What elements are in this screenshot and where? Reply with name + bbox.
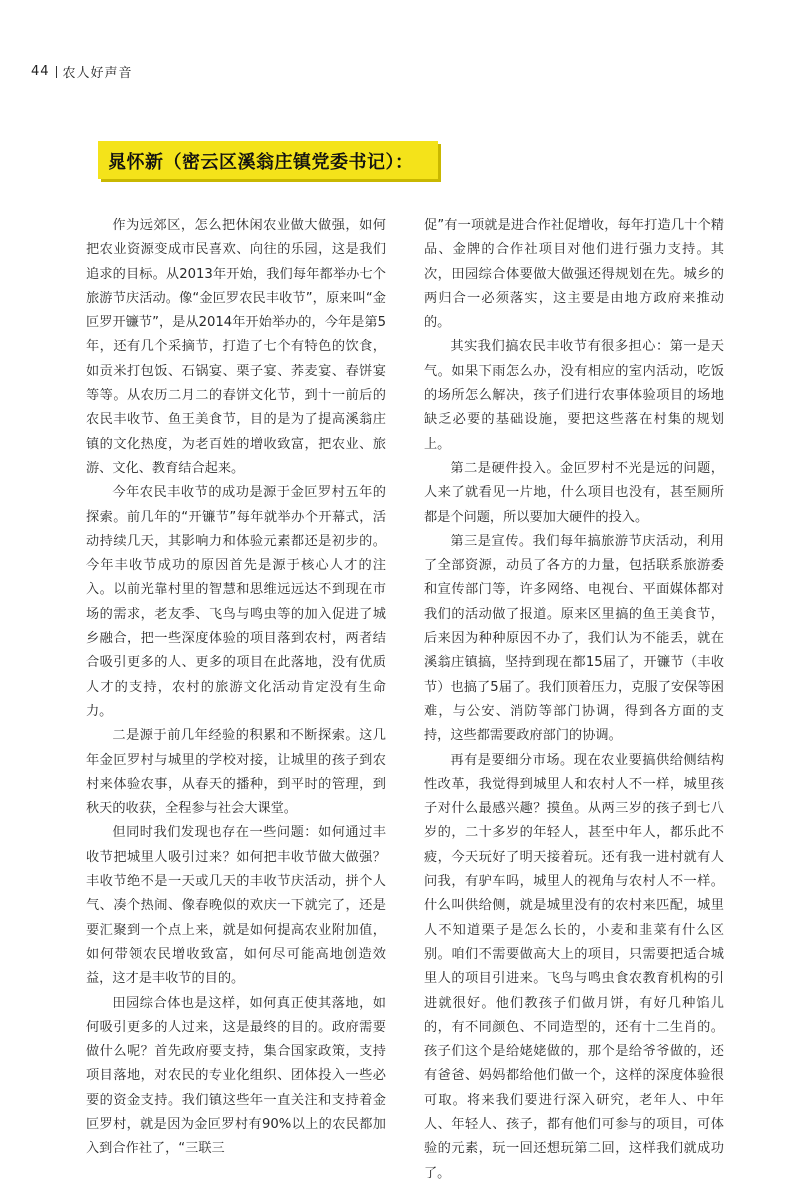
paragraph: 但同时我们发现也存在一些问题：如何通过丰收节把城里人吸引过来？如何把丰收节做大做强？丰收节绝不是一天或几天的丰收节庆活动，拼个人气、凑个热闹、像春晚似的欢庆一下就完了，还是要汇聚到一个点上来，就是如何提高农业附加值，如何带领农民增收致富，如何尽可能高地创造效益，这才是丰收节的目的。 bbox=[86, 825, 386, 987]
paragraph: 其实我们搞农民丰收节有很多担心：第一是天气。如果下雨怎么办，没有相应的室内活动，吃饭的场所怎么解决，孩子们进行农事体验项目的场地缺乏必要的基础设施，要把这些落在村集的规划上。 bbox=[424, 339, 724, 452]
publication-title: 农人好声音 bbox=[62, 66, 133, 81]
paragraph: 二是源于前几年经验的积累和不断探索。这几年金叵罗村与城里的学校对接，让城里的孩子到农村来体验农事，从春天的播种，到平时的管理，到秋天的收获，全程参与社会大课堂。 bbox=[86, 728, 386, 817]
paragraph: 田园综合体也是这样，如何真正使其落地，如何吸引更多的人过来，这是最终的目的。政府需要做什么呢？首先政府要支持，集合国家政策，支持项目落地，对农民的专业化组织、团体投入一些必要的资金支持。我们镇这些年一直关注和支持着金叵罗村，就是因为金叵罗村有90%以上的农民都加入到合作社了，“三联三 bbox=[86, 995, 386, 1157]
paragraph: 作为远郊区，怎么把休闲农业做大做强，如何把农业资源变成市民喜欢、向往的乐园，这是我们追求的目标。从2013年开始，我们每年都举办七个旅游节庆活动。像“金叵罗农民丰收节”，原来叫“金叵罗开镰节”，是从2014年开始举办的，今年是第5年，还有几个采摘节，打造了七个有特色的饮食，如贡米打包饭、石锅宴、栗子宴、荞麦宴、春饼宴等等。从农历二月二的春饼文化节，到十一前后的农民丰收节、鱼王美食节，目的是为了提高溪翁庄镇的文化热度，为老百姓的增收致富，把农业、旅游、文化、教育结合起来。 bbox=[86, 218, 386, 476]
page-number: 44 bbox=[31, 64, 50, 79]
paragraph: 第三是宣传。我们每年搞旅游节庆活动，利用了全部资源，动员了各方的力量，包括联系旅游委和宣传部门等，许多网络、电视台、平面媒体都对我们的活动做了报道。原来区里搞的鱼王美食节，后来因为种种原因不办了，我们认为不能丢，就在溪翁庄镇搞，坚持到现在都15届了，开镰节（丰收节）也搞了5届了。我们顶着压力，克服了安保等困难，与公安、消防等部门协调，得到各方面的支持，这些都需要政府部门的协调。 bbox=[424, 533, 724, 744]
page-header bbox=[31, 62, 133, 81]
speaker-title: 晁怀新（密云区溪翁庄镇党委书记）： bbox=[108, 152, 414, 173]
paragraph: 再有是要细分市场。现在农业要搞供给侧结构性改革，我觉得到城里人和农村人不一样，城里孩子对什么最感兴趣？摸鱼。从两三岁的孩子到七八岁的，二十多岁的年轻人，甚至中年人，都乐此不疲，今天玩好了明天接着玩。还有我一进村就有人问我，有驴车吗，城里人的视角与农村人不一样。什么叫供给侧，就是城里没有的农村来匹配，城里人不知道栗子是怎么长的，小麦和韭菜有什么区别。咱们不需要做高大上的项目，只需要把适合城里人的项目引进来。飞鸟与鸣虫食农教育机构的引进就很好。他们教孩子们做月饼，有好几种馅儿的，有不同颜色、不同造型的，还有十二生肖的。孩子们这个是给姥姥做的，那个是给爷爷做的，还有爸爸、妈妈都给他们做一个，这样的深度体验很可取。将来我们要进行深入研究，老年人、中年人、年轻人、孩子，都有他们可参与的项目，可体验的元素，玩一回还想玩第二回，这样我们就成功了。 bbox=[424, 752, 724, 1181]
right-column bbox=[424, 214, 724, 1186]
paragraph-continued: 促”有一项就是进合作社促增收，每年打造几十个精品、金牌的合作社项目对他们进行强力支持。其次，田园综合体要做大做强还得规划在先。城乡的两归合一必须落实，这主要是由地方政府来推动的。 bbox=[424, 218, 724, 331]
speaker-banner bbox=[98, 141, 438, 179]
paragraph: 第二是硬件投入。金叵罗村不光是远的问题，人来了就看见一片地，什么项目也没有，甚至厕所都是个问题，所以要加大硬件的投入。 bbox=[424, 460, 724, 525]
left-column bbox=[86, 214, 386, 1162]
paragraph: 今年农民丰收节的成功是源于金叵罗村五年的探索。前几年的“开镰节”每年就举办个开幕式，活动持续几天，其影响力和体验元素都还是初步的。今年丰收节成功的原因首先是源于核心人才的注入。以前光靠村里的智慧和思维远远达不到现在市场的需求，老友季、飞鸟与鸣虫等的加入促进了城乡融合，把一些深度体验的项目落到农村，两者结合吸引更多的人、更多的项目在此落地，没有优质人才的支持，农村的旅游文化活动肯定没有生命力。 bbox=[86, 485, 386, 719]
header-divider bbox=[56, 66, 57, 78]
